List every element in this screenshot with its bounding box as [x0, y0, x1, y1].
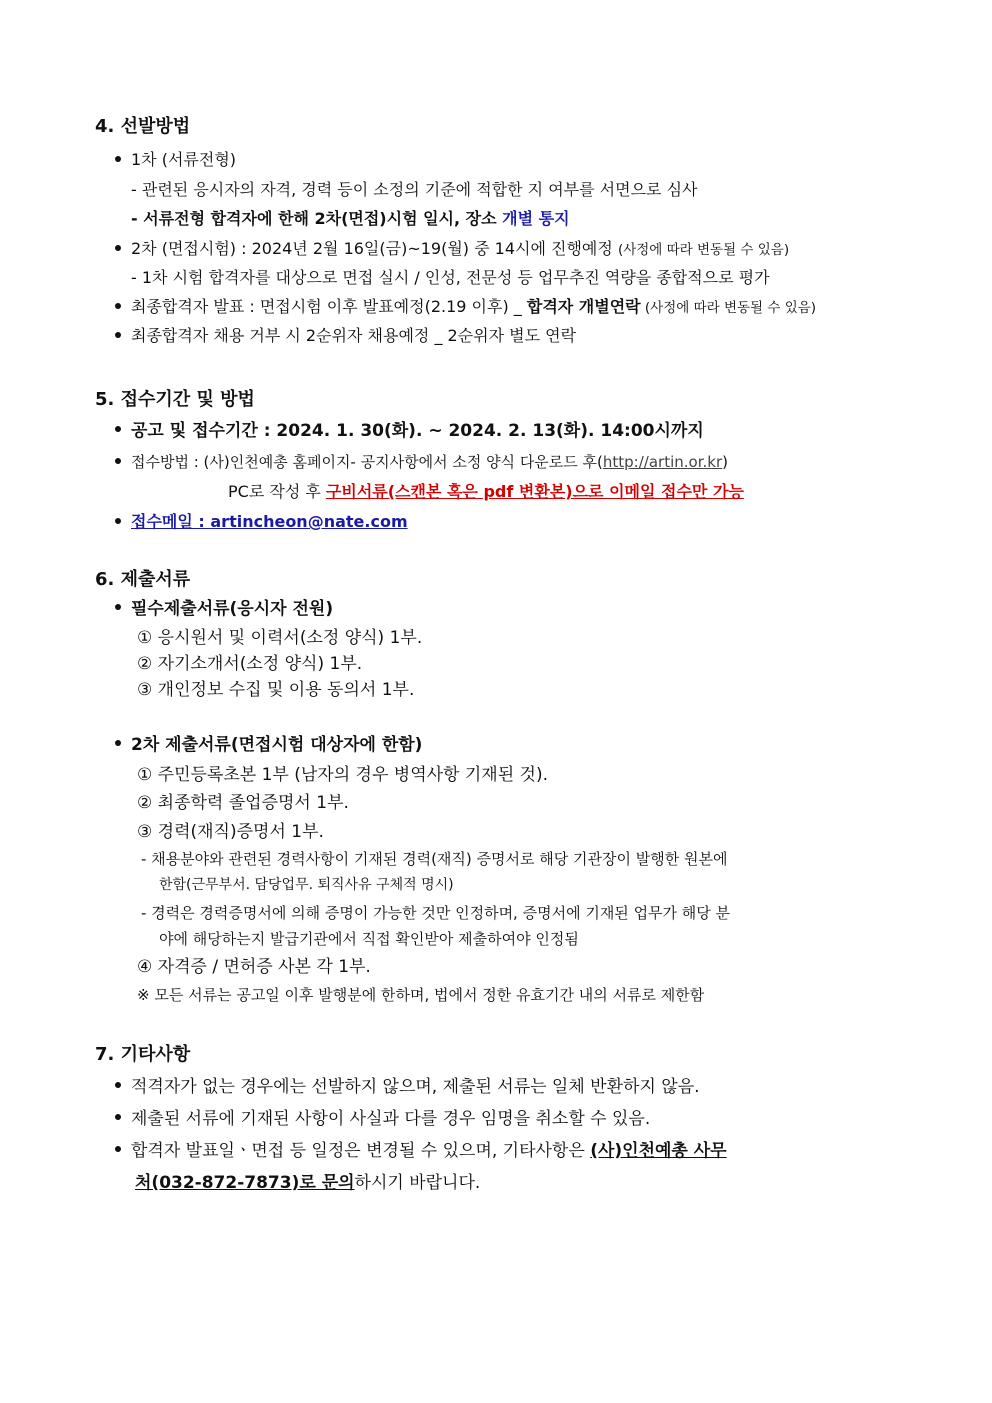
bullet-dot-icon [115, 156, 121, 162]
bullet-dot-icon [115, 458, 121, 464]
sec6-note-2-line-2: 야에 해당하는지 발급기관에서 직접 확인받아 제출하여야 인정됨 [159, 930, 579, 948]
bullet-dot-icon [115, 332, 121, 338]
sec6-group-1-item: ③ 개인정보 수집 및 이용 동의서 1부. [137, 680, 415, 700]
bullet-dot-icon [115, 604, 121, 610]
sec4-bullet-1-detail-2: - 서류전형 합격자에 한해 2차(면접)시험 일시, 장소 개별 통지 [131, 209, 570, 228]
bullet-dot-icon [115, 518, 121, 524]
bullet-dot-icon [115, 740, 121, 746]
sec6-group-1-item: ① 응시원서 및 이력서(소정 양식) 1부. [137, 628, 423, 648]
sec6-group-2-title: 2차 제출서류(면접시험 대상자에 한함) [115, 737, 422, 754]
homepage-link[interactable]: http://artin.or.kr [602, 453, 723, 471]
section-6-title: 6. 제출서류 [95, 569, 191, 590]
section-5-title: 5. 접수기간 및 방법 [95, 389, 255, 410]
sec6-note-1-line-1: - 채용분야와 관련된 경력사항이 기재된 경력(재직) 증명서로 해당 기관장이 발행한 원본에 [141, 850, 728, 868]
sec4-bullet-4: 최종합격자 채용 거부 시 2순위자 채용예정 _ 2순위자 별도 연락 [115, 328, 576, 344]
sec5-bullet-1: 공고 및 접수기간 : 2024. 1. 30(화). ~ 2024. 2. 13(화). 14:00시까지 [115, 423, 704, 440]
bullet-dot-icon [115, 245, 121, 251]
sec7-bullet-3-line-2: 처(032-872-7873)로 문의하시기 바랍니다. [135, 1173, 481, 1193]
bullet-dot-icon [115, 1114, 121, 1120]
bullet-dot-icon [115, 1082, 121, 1088]
sec7-bullet-2: 제출된 서류에 기재된 사항이 사실과 다를 경우 임명을 취소할 수 있음. [115, 1111, 650, 1128]
sec4-bullet-3: 최종합격자 발표 : 면접시험 이후 발표예정(2.19 이후) _ 합격자 개별연락 (사정에 따라 변동될 수 있음) [115, 299, 816, 316]
sec4-bullet-1: 1차 (서류전형) [115, 152, 236, 168]
sec5-bullet-3: 접수메일 : artincheon@nate.com [115, 514, 408, 530]
sec6-group-2-item-1: ① 주민등록초본 1부 (남자의 경우 병역사항 기재된 것). [137, 765, 548, 785]
bullet-dot-icon [115, 426, 121, 432]
sec5-bullet-2: 접수방법 : (사)인천예총 홈페이지- 공지사항에서 소정 양식 다운로드 후(http://artin.or.kr) [115, 455, 728, 470]
section-4-title: 4. 선발방법 [95, 116, 191, 137]
sec7-bullet-1: 적격자가 없는 경우에는 선발하지 않으며, 제출된 서류는 일체 반환하지 않음. [115, 1079, 700, 1096]
sec6-group-2-item-4: ④ 자격증 / 면허증 사본 각 1부. [137, 957, 371, 977]
sec4-bullet-2: 2차 (면접시험) : 2024년 2월 16일(금)~19(월) 중 14시에 진행예정 (사정에 따라 변동될 수 있음) [115, 241, 789, 258]
sec6-group-1-item: ② 자기소개서(소정 양식) 1부. [137, 654, 363, 674]
sec6-note-2-line-1: - 경력은 경력증명서에 의해 증명이 가능한 것만 인정하며, 증명서에 기재된 업무가 해당 분 [141, 904, 731, 922]
sec6-group-2-item-3: ③ 경력(재직)증명서 1부. [137, 822, 324, 842]
email-link[interactable]: artincheon@nate.com [210, 512, 408, 531]
sec4-bullet-2-detail-1: - 1차 시험 합격자를 대상으로 면접 실시 / 인성, 전문성 등 업무추진 역량을 종합적으로 평가 [131, 268, 770, 287]
bullet-dot-icon [115, 303, 121, 309]
sec6-group-2-item-2: ② 최종학력 졸업증명서 1부. [137, 793, 349, 813]
sec6-group-2-footnote: ※ 모든 서류는 공고일 이후 발행분에 한하며, 법에서 정한 유효기간 내의 서류로 제한함 [137, 986, 705, 1004]
bullet-dot-icon [115, 1146, 121, 1152]
section-7-title: 7. 기타사항 [95, 1044, 191, 1065]
sec6-group-1-title: 필수제출서류(응시자 전원) [115, 601, 333, 618]
sec6-note-1-line-2: 한함(근무부서. 담당업무. 퇴직사유 구체적 명시) [159, 877, 454, 893]
sec4-bullet-1-detail-1: - 관련된 응시자의 자격, 경력 등이 소정의 기준에 적합한 지 여부를 서면으로 심사 [131, 180, 698, 199]
sec7-bullet-3: 합격자 발표일ㆍ면접 등 일정은 변경될 수 있으며, 기타사항은 (사)인천예총 사무 [115, 1143, 727, 1160]
sec5-bullet-2-line-2: PC로 작성 후 구비서류(스캔본 혹은 pdf 변환본)으로 이메일 접수만 가능 [228, 482, 744, 501]
